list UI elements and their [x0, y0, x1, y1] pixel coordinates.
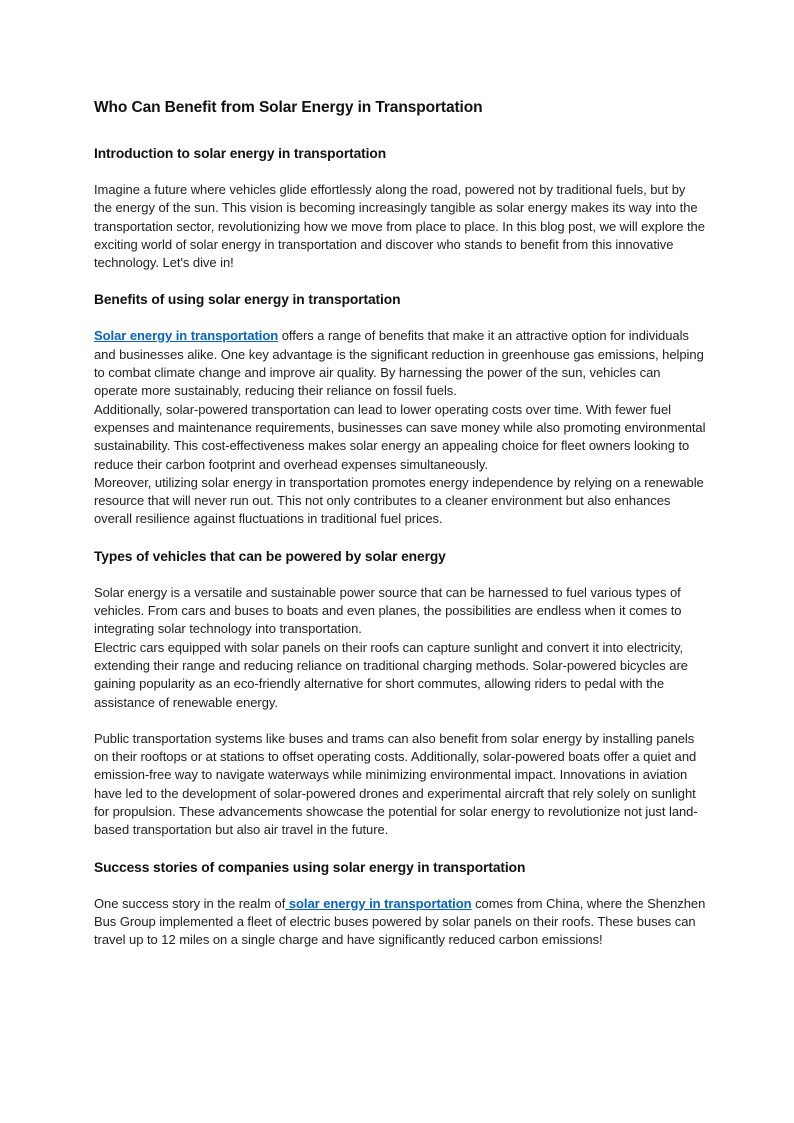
document-title: Who Can Benefit from Solar Energy in Transportation — [94, 99, 483, 116]
paragraph-text: Additionally, solar-powered transportation can lead to lower operating costs over time. With fewer fuel expenses and maintenance requirements, businesses can save money while also promoting environmental sustainability. This cost-effectiveness makes solar energy an appealing choice for fleet owners looking to reduce their carbon footprint and overhead expenses simultaneously. — [94, 401, 706, 472]
section-heading-types: Types of vehicles that can be powered by solar energy — [94, 548, 446, 564]
paragraph-types-2 — [94, 639, 706, 712]
paragraph-text: offers a range of benefits that make it an attractive option for individuals and businesses alike. One key advantage is the significant reduction in greenhouse gas emissions, helping to combat climate change and improve air quality. By harnessing the power of the sun, vehicles can operate more sustainably, reducing their reliance on fossil fuels. — [94, 328, 704, 399]
link-solar-energy-in-transportation[interactable]: Solar energy in transportation — [94, 328, 279, 344]
paragraph-text: Electric cars equipped with solar panels on their roofs can capture sunlight and convert it into electricity, extending their range and reducing reliance on traditional charging methods. Solar-powered bicycles are gaining popularity as an eco-friendly alternative for short commutes, allowing riders to pedal with the assistance of renewable energy. — [94, 639, 688, 710]
paragraph-benefits-3 — [94, 474, 706, 529]
paragraph-text: Public transportation systems like buses and trams can also benefit from solar energy by installing panels on their rooftops or at stations to offset operating costs. Additionally, solar-powered boats offer a quiet and emission-free way to navigate waterways while minimizing environmental impact. Innovations in aviation have led to the development of solar-powered drones and experimental aircraft that rely solely on sunlight for propulsion. These advancements showcase the potential for solar energy to revolutionize not just land-based transportation but also air travel in the future. — [94, 730, 698, 838]
section-heading-introduction: Introduction to solar energy in transportation — [94, 146, 387, 161]
paragraph-introduction — [94, 181, 706, 272]
paragraph-types-1 — [94, 584, 706, 639]
paragraph-text: Imagine a future where vehicles glide effortlessly along the road, powered not by traditional fuels, but by the energy of the sun. This vision is becoming increasingly tangible as solar energy makes its way into the transportation sector, revolutionizing how we move from place to place. In this blog post, we will explore the exciting world of solar energy in transportation and discover who stands to benefit from this innovative technology. Let's dive in! — [94, 182, 705, 271]
link-solar-energy-in-transportation-2[interactable]: solar energy in transportation — [285, 895, 472, 911]
paragraph-types-3 — [94, 730, 706, 840]
section-heading-benefits: Benefits of using solar energy in transportation — [94, 292, 401, 308]
section-heading-success-stories: Success stories of companies using solar energy in transportation — [94, 859, 526, 875]
paragraph-benefits-2 — [94, 401, 706, 474]
paragraph-text: comes from China, where the Shenzhen Bus Group implemented a fleet of electric buses powered by solar panels on their roofs. These buses can travel up to 12 miles on a single charge and have significantly reduced carbon emissions! — [94, 895, 706, 948]
paragraph-benefits-1 — [94, 327, 706, 400]
paragraph-text: Solar energy is a versatile and sustainable power source that can be harnessed to fuel various types of vehicles. From cars and buses to boats and even planes, the possibilities are endless when it comes to integrating solar technology into transportation. — [94, 584, 682, 637]
paragraph-success-1 — [94, 895, 706, 950]
paragraph-text: Moreover, utilizing solar energy in transportation promotes energy independence by relying on a renewable resource that will never run out. This not only contributes to a cleaner environment but also enhances overall resilience against fluctuations in traditional fuel prices. — [94, 474, 704, 527]
paragraph-text: One success story in the realm of — [94, 895, 286, 911]
